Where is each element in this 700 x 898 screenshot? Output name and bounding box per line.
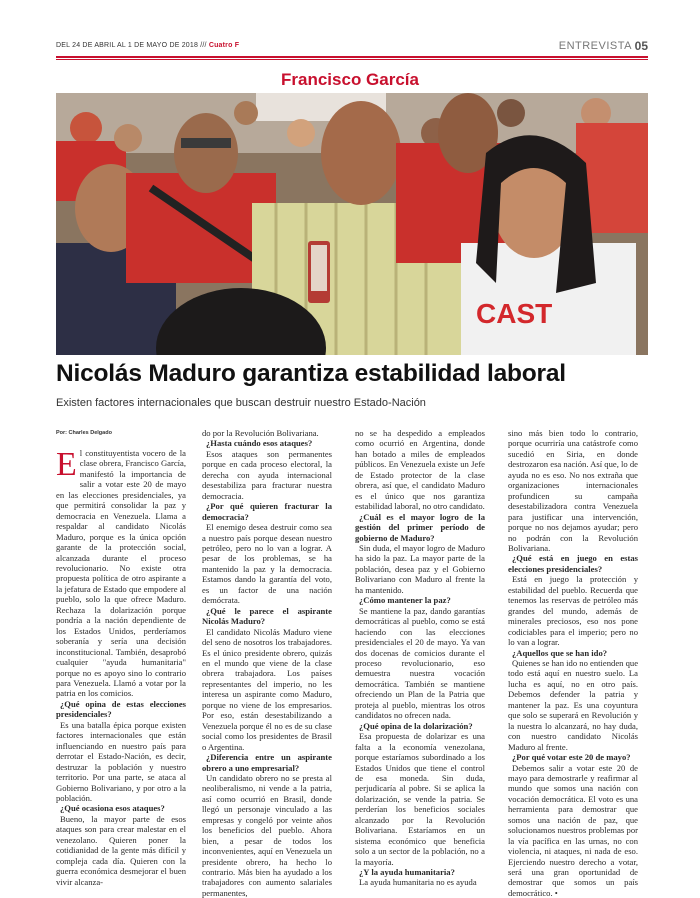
section-label: ENTREVISTA bbox=[559, 40, 632, 52]
answer: Quienes se han ido no entienden que todo está aquí en nuestro suelo. La lucha es aquí, no en otro país. Debemos defender la patria y mantener la paz. Es una coyuntura que solo se superará en Revolución y la nuestra lo alcanzará, no hay duda, con nuestro candidato Nicolás Maduro al frente. bbox=[508, 658, 638, 752]
answer: Es una batalla épica porque existen factores internacionales que están influenciando en nuestro país para derrotar el Estado-Nación, es decir, destruzar la población y nuestro territorio. Por una parte, se ataca al Gobierno Bolivariano, y por otro a la población. bbox=[56, 720, 186, 804]
brand-logo: Cuatro F bbox=[209, 42, 239, 49]
continued-text: do por la Revolución Bolivariana. bbox=[202, 428, 332, 438]
question: ¿Qué está en juego en estas elecciones presidenciales? bbox=[508, 553, 638, 574]
article-photo bbox=[56, 93, 648, 355]
interviewee-name: Francisco García bbox=[0, 70, 700, 90]
answer: La ayuda humanitaria no es ayuda bbox=[355, 877, 485, 887]
question: ¿Aquellos que se han ido? bbox=[508, 648, 638, 658]
question: ¿Qué ocasiona esos ataques? bbox=[56, 803, 186, 813]
question: ¿Por qué quieren fracturar la democracia? bbox=[202, 501, 332, 522]
continued-text: sino más bien todo lo contrario, porque ocurriría una catástrofe como sucedió en Siria, en donde destrozaron esa nación. Así que, lo de ayuda no es eso. No nos extraña que organizaciones internacionales profundicen su campaña desestabilizadora contra Venezuela para justificar una intervención, porque no nos dejamos ayudar; pero no podrán con la Revolución Bolivariana. bbox=[508, 428, 638, 553]
photo-shirt-text: CAST bbox=[476, 298, 552, 329]
question: ¿Y la ayuda humanitaria? bbox=[355, 867, 485, 877]
headline: Nicolás Maduro garantiza estabilidad laboral bbox=[56, 360, 656, 388]
question: ¿Qué opina de estas elecciones presidenciales? bbox=[56, 699, 186, 720]
question: ¿Qué le parece el aspirante Nicolás Maduro? bbox=[202, 606, 332, 627]
lead-paragraph: El constituyentista vocero de la clase obrera, Francisco García, manifestó la importancia de salir a votar este 20 de mayo en las elecciones presidenciales, ya que permitirá consolidar la paz y democracia en Venezuela. Llama a respaldar al candidato Nicolás Maduro, porque es la única opción garante de la protección social, alcanzada durante el proceso revolucionario. No existe otra propuesta política de otro aspirante a la jefatura de Estado que empodere al pueblo, solo la que ofrece Maduro. Rechaza la dolarización porque pondría a la nación dependiente de los Estados Unidos, perderíamos soberanía y sería una decisión inconstitucional. También, desaprobó cualquier "ayuda humanitaria" porque no es apoyo sino lo contrario para Venezuela. Llamó a votar por la patria en los comicios. bbox=[56, 448, 186, 699]
question: ¿Cómo mantener la paz? bbox=[355, 595, 485, 605]
answer: Sin duda, el mayor logro de Maduro ha sido la paz. La mayor parte de la población, desea paz y el Gobierno Bolivariano con Maduro al frente la ha mantenido. bbox=[355, 543, 485, 595]
answer: Un candidato obrero no se presta al neoliberalismo, ni vende a la patria, así como ocurrió en Brasil, donde llegó un personaje vinculado a las empresas y congeló por veinte años los beneficios del pueblo. Ahora bien, a pesar de todos los inconvenientes, aquí en Venezuela un presidente obrero, ha hecho lo contrario. Más bien ha ayudado a los trabajadores con aumento salariales permanentes, bbox=[202, 773, 332, 898]
answer: Esa propuesta de dolarizar es una falta a la economía venezolana, porque estaríamos subordinado a los Estados Unidos que tiene el control de esa moneda. Sin duda, perjudicaría al pobre. Si se aplica la dolarización, se vende la patria. Se perderían los beneficios sociales alcanzado por la Revolución Bolivariana. Estaríamos en un sistema económico que beneficia solo a un sector de la población, no a la mayoría. bbox=[355, 731, 485, 867]
answer: Bueno, la mayor parte de esos ataques son para crear malestar en el venezolano. Quieren poner la cotidianidad de la gente más difícil y compleja cada día. Quieren con la guerra económica desmejorar el buen vivir alcanza- bbox=[56, 814, 186, 887]
column-2 bbox=[202, 428, 332, 898]
page-header bbox=[56, 40, 648, 56]
answer: Se mantiene la paz, dando garantías democráticas al pueblo, como se está haciendo con las elecciones presidenciales el 20 de mayo. Ya van dos docenas de comicios durante el proceso revolucionario, eso demuestra nuestra vocación democrática. También se mantiene ofreciendo un Plan de la Patria que proteja al pueblo, mientras los otros candidatos no ofrecen nada. bbox=[355, 606, 485, 721]
question: ¿Cuál es el mayor logro de la gestión del primer período de gobierno de Maduro? bbox=[355, 512, 485, 543]
answer: Debemos salir a votar este 20 de mayo para demostrarle y reafirmar al mundo que somos una nación con vocación democrática. El voto es una herramienta para demostrar que somos una nación de paz, que solucionamos nuestros problemas por la vía pacífica en las urnas, no con violencia, ni ataques, ni nada de eso. Ejerciendo nuestro derecho a votar, será una gran oportunidad de demostrar que somos un país democrático. • bbox=[508, 763, 638, 898]
issue-date: DEL 24 DE ABRIL AL 1 DE MAYO DE 2018 /// Cuatro F bbox=[56, 42, 239, 49]
drop-cap: E bbox=[56, 450, 77, 480]
question: ¿Qué opina de la dolarización? bbox=[355, 721, 485, 731]
column-4 bbox=[508, 428, 638, 898]
question: ¿Diferencia entre un aspirante obrero a uno empresarial? bbox=[202, 752, 332, 773]
header-divider bbox=[56, 56, 648, 58]
subheadline: Existen factores internacionales que buscan destruir nuestro Estado-Nación bbox=[56, 397, 426, 409]
continued-text: no se ha despedido a empleados como ocurrió en Argentina, donde han botado a miles de empleados públicos. En Venezuela existe un Jefe de Estado protector de la clase obrera, así que, el candidato Maduro es el único que nos garantiza estabilidad laboral, no otro candidato. bbox=[355, 428, 485, 512]
page-number: 05 bbox=[635, 39, 648, 53]
question: ¿Hasta cuándo esos ataques? bbox=[202, 438, 332, 448]
answer: Esos ataques son permanentes porque en cada proceso electoral, la derecha con ayuda internacional desestabiliza para fracturar nuestra democracia. bbox=[202, 449, 332, 501]
header-divider-thin bbox=[56, 59, 648, 60]
answer: Está en juego la protección y estabilidad del pueblo. Recuerda que tenemos las reservas de petróleo más grandes del mundo, además de minerales preciosos, eso nos pone codiciables para el imperio; pero no lo van a lograr. bbox=[508, 574, 638, 647]
answer: El enemigo desea destruir como sea a nuestro país porque desean nuestro petróleo, pero no lo van a lograr. A pesar de los problemas, se ha mantenido la paz y la democracia. Estamos dando la garantía del voto, es un factor de una nación demócrata. bbox=[202, 522, 332, 606]
byline: Por: Charles Delgado bbox=[56, 430, 112, 436]
column-1 bbox=[56, 448, 186, 887]
question: ¿Por qué votar este 20 de mayo? bbox=[508, 752, 638, 762]
column-3 bbox=[355, 428, 485, 888]
answer: El candidato Nicolás Maduro viene del seno de nosotros los trabajadores. Es el único presidente obrero, quizás en el mundo que viene de la clase obrera trabajadora. Los países representantes del imperio, no les interesa un aspirante como Maduro, porque no viene de los empresarios. Por eso, están desestabilizando a Venezuela porque él no es de su clase social como los presidentes de Brasil o Argentina. bbox=[202, 627, 332, 752]
